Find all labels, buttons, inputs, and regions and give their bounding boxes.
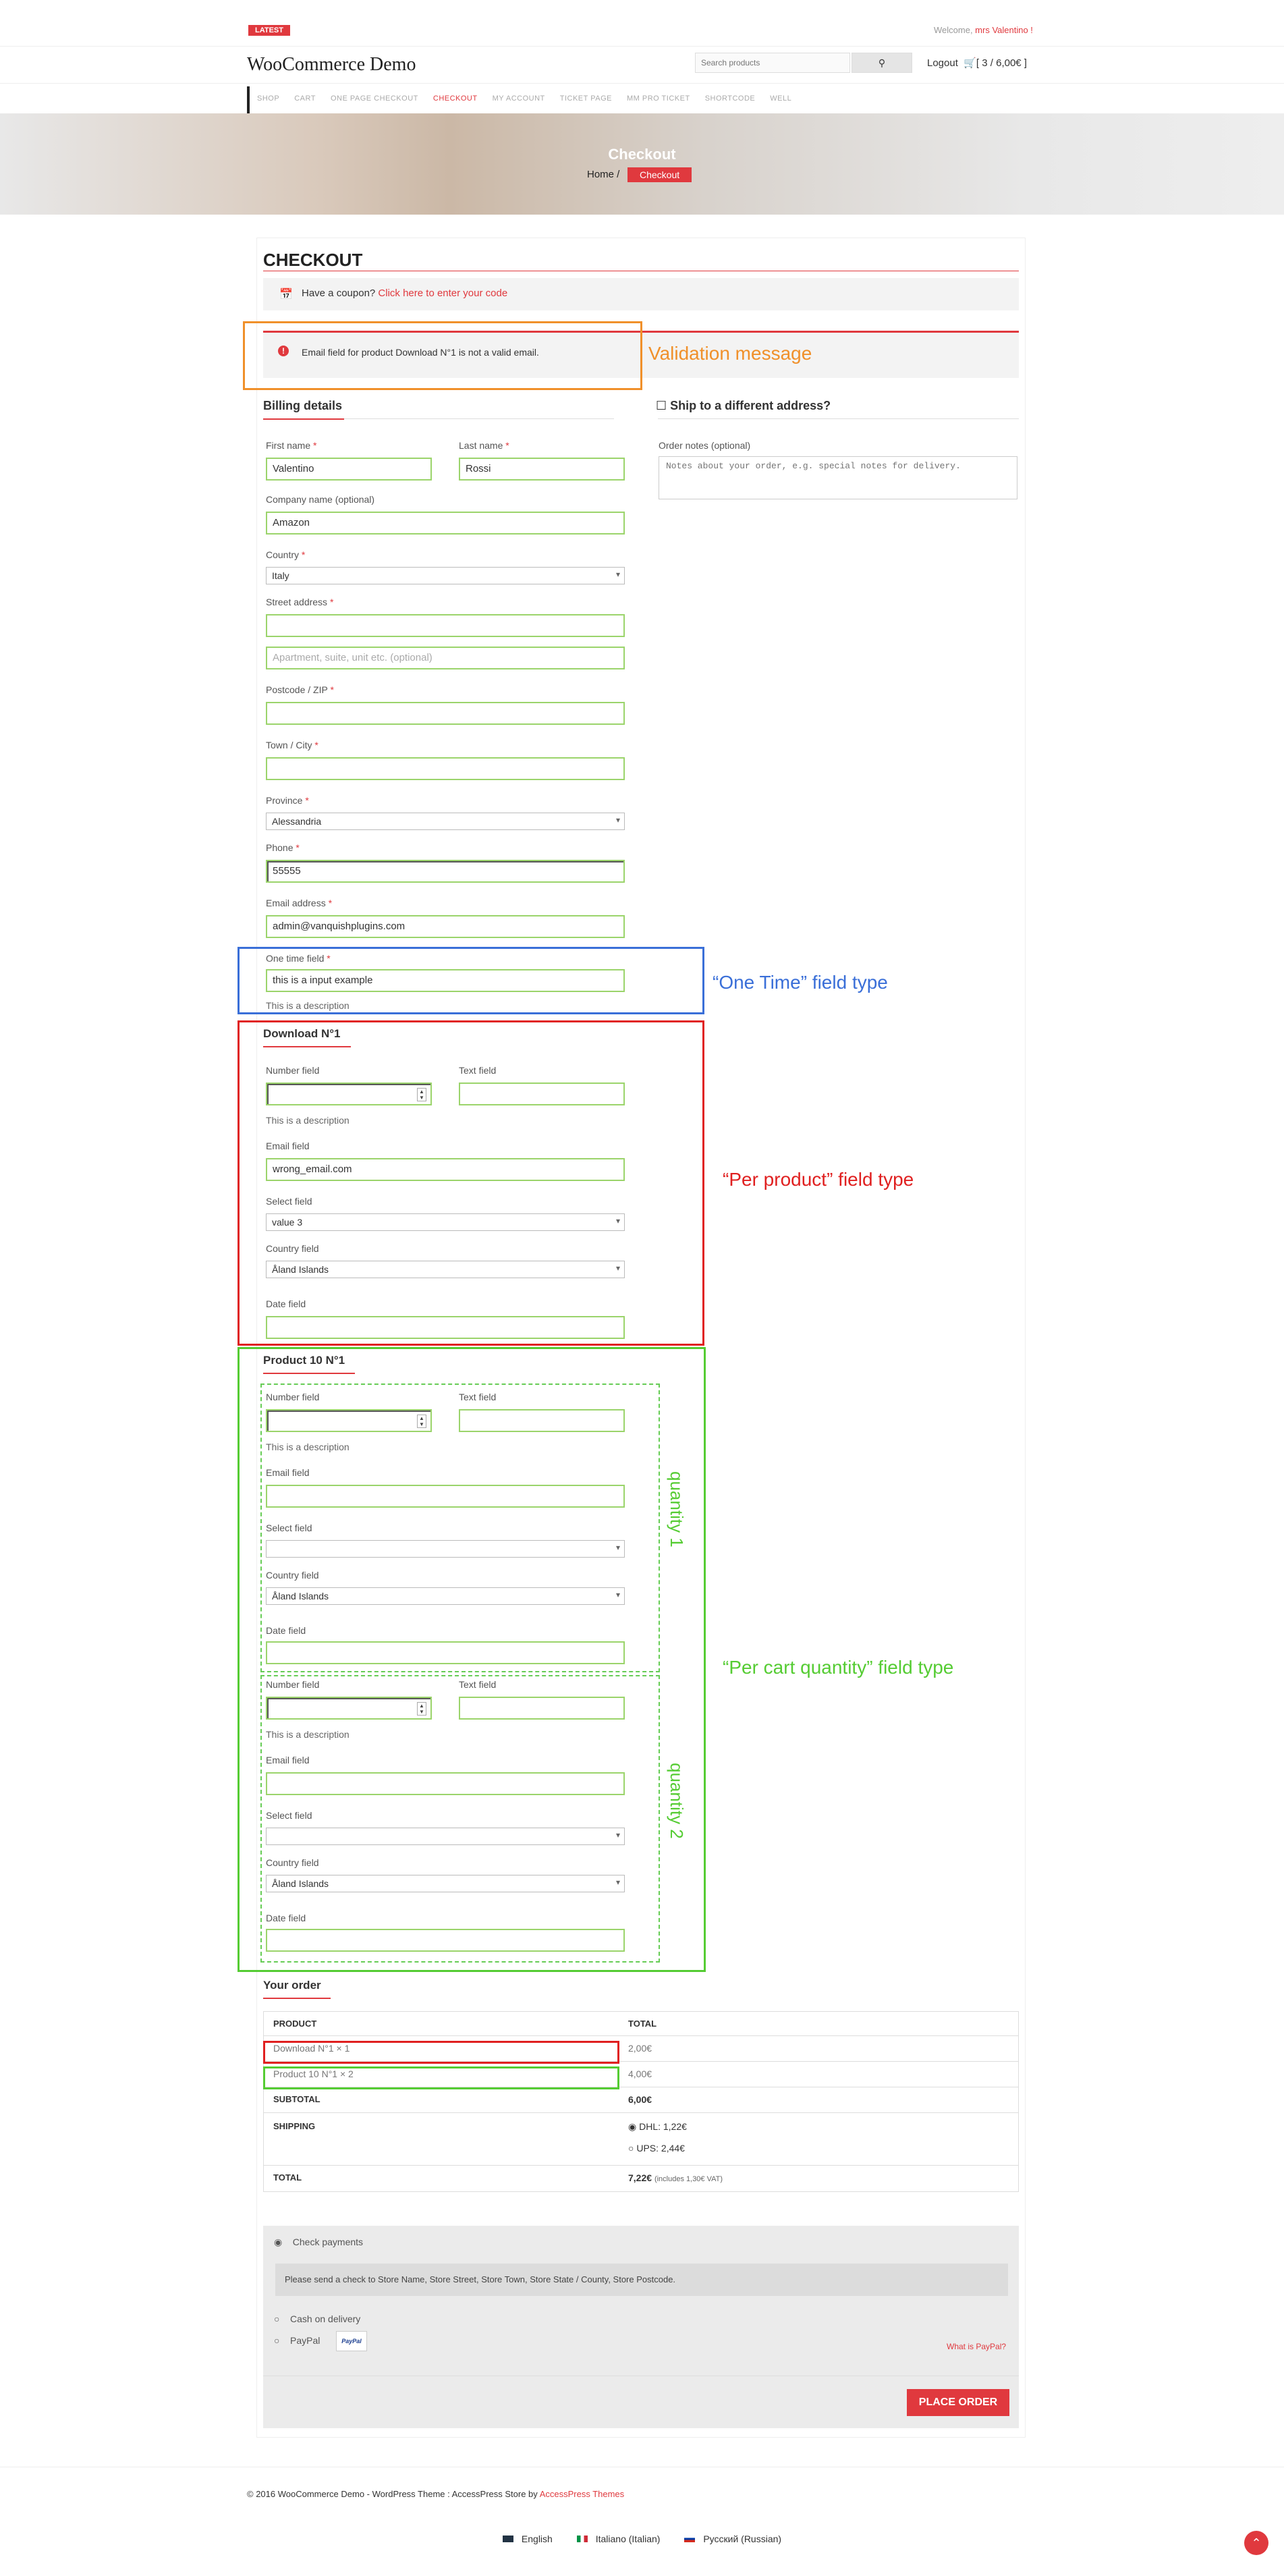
header: [0, 46, 1284, 84]
pay-check-option[interactable]: ◉ Check payments: [274, 2237, 364, 2247]
p2-number-field[interactable]: [266, 1697, 432, 1720]
phone-label: [266, 842, 300, 853]
p1-description: This is a description: [266, 1442, 350, 1452]
chevron-up-icon: ⌃: [1251, 2536, 1262, 2550]
p2-date-field[interactable]: [266, 1929, 625, 1952]
search-input[interactable]: [695, 53, 850, 73]
col-product: PRODUCT: [273, 2019, 317, 2029]
ship-different-checkbox[interactable]: ☐ Ship to a different address?: [656, 399, 831, 412]
phone-label-text: Phone: [266, 842, 294, 853]
p1-select[interactable]: [266, 1540, 625, 1558]
one-time-description: This is a description: [266, 1000, 350, 1011]
last-name-label: [459, 440, 509, 451]
country-label-text: Country: [266, 549, 300, 560]
download-title: Download N°1: [263, 1027, 341, 1040]
shipping-row: [264, 2113, 1018, 2166]
p1-text-field[interactable]: [459, 1409, 625, 1432]
required-mark: *: [313, 440, 317, 451]
welcome-user-link[interactable]: mrs Valentino !: [975, 25, 1033, 35]
search-icon: ⚲: [878, 57, 886, 68]
required-mark: *: [314, 740, 318, 750]
province-label-text: Province: [266, 795, 303, 806]
nav-item-checkout[interactable]: CHECKOUT: [432, 94, 478, 103]
table-header: [264, 2012, 1018, 2036]
flag-uk-icon: [503, 2536, 513, 2542]
pay-check-label: Check payments: [292, 2237, 364, 2247]
total-row: [264, 2166, 1018, 2191]
country-label: [266, 549, 305, 560]
annotation-row2-box: [263, 2066, 619, 2089]
back-to-top-button[interactable]: [1244, 2531, 1268, 2555]
flag-ru-icon: [684, 2536, 695, 2542]
shipping-label: SHIPPING: [273, 2121, 316, 2131]
street-label: [266, 597, 333, 607]
town-label-text: Town / City: [266, 740, 312, 750]
total-note: (includes 1,30€ VAT): [654, 2175, 723, 2183]
product10-title: Product 10 N°1: [263, 1354, 345, 1367]
place-order-button[interactable]: PLACE ORDER: [907, 2389, 1009, 2416]
email-field[interactable]: admin@vanquishplugins.com: [266, 915, 625, 938]
nav-item-well[interactable]: WELL: [770, 94, 792, 103]
annotation-row1-box: [263, 2041, 619, 2064]
p1-date-label: Date field: [266, 1625, 306, 1636]
lang-italian-label: Italiano (Italian): [595, 2533, 661, 2544]
nav-item-ticket-page[interactable]: TICKET PAGE: [559, 94, 612, 103]
error-icon: !: [278, 346, 289, 356]
required-mark: *: [505, 440, 509, 451]
p1-email-label: Email field: [266, 1467, 310, 1478]
postcode-field[interactable]: [266, 702, 625, 725]
lang-italian[interactable]: [571, 2533, 666, 2544]
product10-underline: [263, 1373, 355, 1374]
required-mark: *: [329, 597, 334, 607]
billing-title: Billing details: [263, 399, 343, 412]
error-message: Email field for product Download N°1 is not a valid email.: [302, 347, 539, 358]
p2-email-field[interactable]: [266, 1772, 625, 1795]
paypal-logo: PayPal: [336, 2331, 367, 2351]
order-title: Your order: [263, 1979, 321, 1992]
lang-russian[interactable]: [679, 2533, 787, 2544]
row1-total: 2,00€: [628, 2043, 652, 2054]
pay-paypal-option[interactable]: ○ PayPal: [274, 2335, 320, 2346]
language-switcher: [0, 2533, 1284, 2544]
download-underline: [263, 1046, 351, 1047]
lang-english[interactable]: [497, 2533, 558, 2544]
company-field[interactable]: Amazon: [266, 512, 625, 535]
nav-item-shortcode[interactable]: SHORTCODE: [704, 94, 756, 103]
coupon-label: Have a coupon?: [302, 287, 376, 299]
subtotal-label: SUBTOTAL: [273, 2094, 320, 2104]
ship-ups-label: UPS: 2,44€: [636, 2143, 685, 2154]
dl-country-select[interactable]: Åland Islands ▾: [266, 1261, 625, 1278]
postcode-label-text: Postcode / ZIP: [266, 684, 328, 695]
first-name-label-text: First name: [266, 440, 311, 451]
pay-cod-option[interactable]: ○ Cash on delivery: [274, 2313, 361, 2324]
p2-email-label: Email field: [266, 1755, 310, 1765]
annotation-one-time-label: “One Time” field type: [713, 972, 888, 993]
total-value: [628, 2172, 723, 2183]
annotation-validation-box: [243, 321, 642, 390]
dl-date-field[interactable]: [266, 1316, 625, 1339]
dl-date-label: Date field: [266, 1298, 306, 1309]
province-label: [266, 795, 309, 806]
stepper-icon[interactable]: ▲ ▼: [417, 1088, 426, 1101]
dl-select[interactable]: value 3 ▾: [266, 1213, 625, 1231]
col-total: TOTAL: [628, 2019, 657, 2029]
p2-country-label: Country field: [266, 1857, 319, 1868]
street-field[interactable]: [266, 614, 625, 637]
annotation-validation-label: Validation message: [648, 343, 812, 364]
dl-text-field[interactable]: [459, 1083, 625, 1105]
ship-ups-option[interactable]: ○ UPS: 2,44€: [628, 2143, 685, 2154]
footer-link[interactable]: AccessPress Themes: [539, 2489, 625, 2499]
banner-title: Checkout: [608, 146, 676, 163]
p1-select-label: Select field: [266, 1523, 312, 1533]
country-select[interactable]: Italy ▾: [266, 567, 625, 584]
required-mark: *: [301, 549, 306, 560]
footer: [0, 2467, 1284, 2576]
street-label-text: Street address: [266, 597, 328, 607]
main-nav: [247, 86, 901, 113]
welcome-text: [934, 25, 1033, 35]
p1-text-label: Text field: [459, 1392, 497, 1402]
welcome-label: Welcome,: [934, 25, 976, 35]
p2-text-field[interactable]: [459, 1697, 625, 1720]
first-name-label: [266, 440, 316, 451]
total-amount: 7,22€: [628, 2172, 652, 2183]
order-underline: [263, 1998, 331, 1999]
nav-item-one-page-checkout[interactable]: ONE PAGE CHECKOUT: [330, 94, 418, 103]
top-bar: [0, 0, 1284, 46]
calendar-icon: 📅: [279, 289, 293, 300]
payment-box: [263, 2226, 1019, 2428]
one-time-label-text: One time field: [266, 953, 325, 964]
quantity-1-label: quantity 1: [667, 1471, 687, 1547]
logout-label: Logout: [927, 57, 958, 69]
dl-number-field[interactable]: [266, 1083, 432, 1105]
email-label-text: Email address: [266, 898, 326, 908]
coupon-link[interactable]: Click here to enter your code: [378, 287, 508, 299]
ship-dhl-option[interactable]: ◉ DHL: 1,22€: [628, 2121, 687, 2132]
site-logo[interactable]: WooCommerce Demo: [247, 54, 416, 75]
p2-select[interactable]: [266, 1828, 625, 1845]
what-is-paypal-link[interactable]: What is PayPal?: [947, 2342, 1007, 2351]
p2-select-label: Select field: [266, 1810, 312, 1821]
nav-item-mm-pro-ticket[interactable]: MM PRO TICKET: [626, 94, 690, 103]
billing-underline: [263, 418, 344, 420]
company-label: Company name (optional): [266, 494, 375, 505]
ship-dhl-label: DHL: 1,22€: [639, 2121, 687, 2132]
ship-different-label: Ship to a different address?: [670, 399, 831, 412]
dl-number-label: Number field: [266, 1065, 320, 1076]
last-name-label-text: Last name: [459, 440, 503, 451]
p2-text-label: Text field: [459, 1679, 497, 1690]
required-mark: *: [327, 953, 331, 964]
street2-field[interactable]: Apartment, suite, unit etc. (optional): [266, 647, 625, 669]
check-info-box: Please send a check to Store Name, Store Street, Store Town, Store State / County, Store Postcode.: [275, 2264, 1008, 2296]
dl-text-label: Text field: [459, 1065, 497, 1076]
shipping-divider: [658, 418, 1019, 419]
dl-country-label: Country field: [266, 1243, 319, 1254]
nav-item-my-account[interactable]: MY ACCOUNT: [492, 94, 545, 103]
p1-date-field[interactable]: [266, 1641, 625, 1664]
p2-date-label: Date field: [266, 1913, 306, 1923]
order-notes-field[interactable]: [659, 456, 1017, 499]
one-time-label: [266, 953, 331, 964]
cart-icon: 🛒: [964, 57, 976, 69]
required-mark: *: [305, 795, 309, 806]
required-mark: *: [330, 684, 334, 695]
town-field[interactable]: [266, 757, 625, 780]
search-button[interactable]: [852, 53, 912, 73]
last-name-field[interactable]: Rossi: [459, 458, 625, 481]
order-table: [263, 2011, 1019, 2192]
total-label: TOTAL: [273, 2172, 302, 2183]
dl-email-field[interactable]: wrong_email.com: [266, 1158, 625, 1181]
town-label: [266, 740, 318, 750]
postcode-label: [266, 684, 334, 695]
pay-paypal-label: PayPal: [290, 2335, 320, 2346]
dl-email-label: Email field: [266, 1141, 310, 1151]
stepper-icon[interactable]: ▲ ▼: [417, 1702, 426, 1716]
p2-country-select[interactable]: Åland Islands ▾: [266, 1875, 625, 1892]
annotation-per-product-label: “Per product” field type: [723, 1169, 914, 1190]
dl-description: This is a description: [266, 1115, 350, 1126]
subtotal-row: [264, 2087, 1018, 2113]
p1-number-label: Number field: [266, 1392, 320, 1402]
row1-product: Download N°1 × 1: [273, 2043, 350, 2054]
pay-cod-label: Cash on delivery: [290, 2313, 361, 2324]
page-title: CHECKOUT: [263, 250, 363, 270]
one-time-field[interactable]: this is a input example: [266, 969, 625, 992]
first-name-field[interactable]: Valentino: [266, 458, 432, 481]
row2-total: 4,00€: [628, 2068, 652, 2079]
flag-it-icon: [577, 2536, 588, 2542]
breadcrumb-home[interactable]: Home /: [587, 169, 620, 180]
quantity-2-label: quantity 2: [667, 1763, 687, 1839]
latest-badge: LATEST: [248, 25, 290, 36]
province-select[interactable]: Alessandria ▾: [266, 813, 625, 830]
p2-number-label: Number field: [266, 1679, 320, 1690]
p2-description: This is a description: [266, 1729, 350, 1740]
nav-item-shop[interactable]: SHOP: [257, 94, 280, 103]
page-banner: [0, 113, 1284, 215]
required-mark: *: [328, 898, 333, 908]
stepper-icon[interactable]: ▲ ▼: [417, 1415, 426, 1428]
subtotal-value: 6,00€: [628, 2094, 652, 2105]
p1-country-select[interactable]: Åland Islands ▾: [266, 1587, 625, 1605]
coupon-text: [302, 287, 507, 299]
lang-english-label: English: [521, 2533, 553, 2544]
required-mark: *: [296, 842, 300, 853]
order-notes-label: Order notes (optional): [659, 440, 751, 451]
lang-russian-label: Русский (Russian): [703, 2533, 782, 2544]
dl-select-label: Select field: [266, 1196, 312, 1207]
p1-number-field[interactable]: [266, 1409, 432, 1432]
breadcrumb-current: Checkout: [627, 167, 692, 182]
annotation-per-cart-label: “Per cart quantity” field type: [723, 1657, 954, 1678]
email-label: [266, 898, 332, 908]
footer-credits: [247, 2489, 624, 2499]
cart-summary[interactable]: [ 3 / 6,00€ ]: [976, 57, 1027, 69]
logout-link[interactable]: [927, 57, 1027, 69]
nav-item-cart[interactable]: CART: [294, 94, 316, 103]
phone-field[interactable]: 55555: [266, 860, 625, 883]
footer-text: © 2016 WooCommerce Demo - WordPress Theme : AccessPress Store by: [247, 2489, 540, 2499]
p1-email-field[interactable]: [266, 1485, 625, 1508]
p1-country-label: Country field: [266, 1570, 319, 1581]
row2-product: Product 10 N°1 × 2: [273, 2068, 354, 2079]
